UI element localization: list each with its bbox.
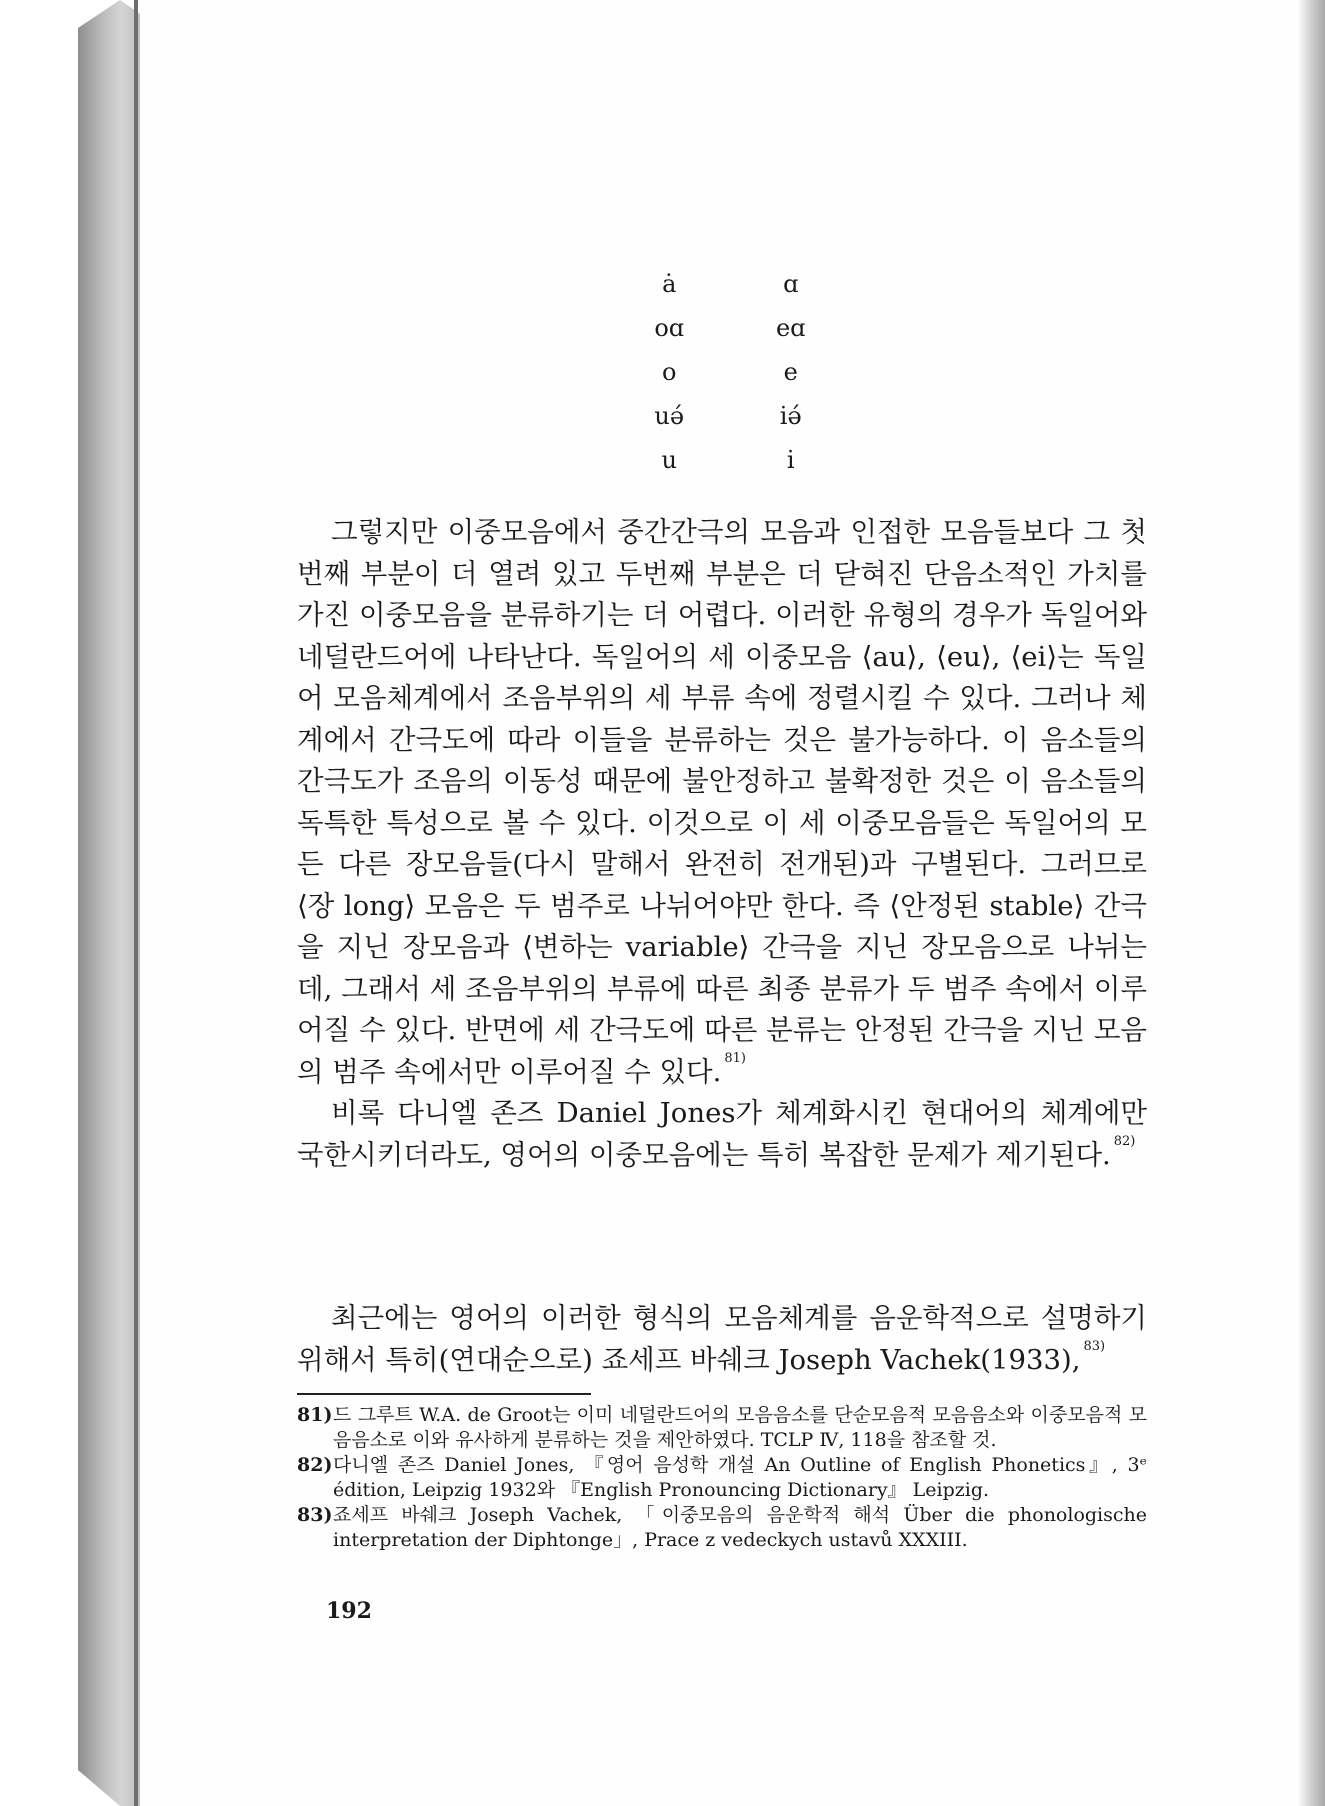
footnote-number: 81) <box>297 1404 333 1426</box>
vowel-left: ȧ <box>662 270 677 298</box>
footnote-number: 82) <box>297 1454 333 1476</box>
body-section-2 <box>297 1298 1147 1381</box>
vowel-row <box>640 350 820 394</box>
footnote-ref: 83) <box>1083 1338 1106 1354</box>
paragraph-1 <box>297 512 1147 1093</box>
vowel-right: i <box>786 446 795 474</box>
paragraph-3 <box>297 1298 1147 1381</box>
vowel-table <box>640 262 820 482</box>
vowel-right: iə́ <box>779 402 802 430</box>
footnote-ref: 82) <box>1113 1133 1136 1149</box>
footnote-text: 죠세프 바쉐크 Joseph Vachek, 「이중모음의 음운학적 해석 Über die phonologische interpretation der Diphtonge」, Prace z vedeckych ustavů XXXIII. <box>333 1504 1147 1551</box>
paragraph-text: 비록 다니엘 존즈 Daniel Jones가 체계화시킨 현대어의 체계에만 국한시키더라도, 영어의 이중모음에는 특히 복잡한 문제가 제기된다. <box>297 1097 1147 1171</box>
vowel-row <box>640 438 820 482</box>
footnote <box>297 1403 1147 1453</box>
paragraph-2 <box>297 1093 1147 1176</box>
footnote-text: 다니엘 존즈 Daniel Jones, 『영어 음성학 개설 An Outline of English Phonetics』, 3ᵉ édition, Leipzig 1932와 『English Pronouncing Dictionary』 Leipzig. <box>333 1454 1147 1501</box>
vowel-left: oɑ <box>654 314 685 342</box>
paragraph-text: 그렇지만 이중모음에서 중간간극의 모음과 인접한 모음들보다 그 첫번째 부분이 더 열려 있고 두번째 부분은 더 닫혀진 단음소적인 가치를 가진 이중모음을 분류하기는 더 어렵다. 이러한 유형의 경우가 독일어와 네덜란드어에 나타난다. 독일어의 세 이중모음 ⟨au⟩, ⟨eu⟩, ⟨ei⟩는 독일어 모음체계에서 조음부위의 세 부류 속에 정렬시킬 수 있다. 그러나 체계에서 간극도에 따라 이들을 분류하는 것은 불가능하다. 이 음소들의 간극도가 조음의 이동성 때문에 불안정하고 불확정한 것은 이 음소들의 독특한 특성으로 볼 수 있다. 이것으로 이 세 이중모음들은 독일어의 모든 다른 장모음들(다시 말해서 완전히 전개된)과 구별된다. 그러므로 ⟨장 long⟩ 모음은 두 범주로 나뉘어야만 한다. 즉 ⟨안정된 stable⟩ 간극을 지닌 장모음과 ⟨변하는 variable⟩ 간극을 지닌 장모음으로 나뉘는데, 그래서 세 조음부위의 부류에 따른 최종 분류가 두 범주 속에서 이루어질 수 있다. 반면에 세 간극도에 따른 분류는 안정된 간극을 지닌 모음의 범주 속에서만 이루어질 수 있다. <box>297 516 1147 1088</box>
body-section-1 <box>297 512 1147 1176</box>
vowel-right: e <box>783 358 798 386</box>
book-spine <box>78 0 140 1806</box>
vowel-row <box>640 262 820 306</box>
page-right-edge <box>1297 0 1325 1806</box>
spine-edge <box>134 0 138 1806</box>
vowel-left: o <box>662 358 677 386</box>
vowel-right: eɑ <box>775 314 806 342</box>
paragraph-text: 최근에는 영어의 이러한 형식의 모음체계를 음운학적으로 설명하기 위해서 특히(연대순으로) 죠세프 바쉐크 Joseph Vachek(1933), <box>297 1302 1147 1376</box>
vowel-row <box>640 306 820 350</box>
footnote-divider <box>297 1393 591 1395</box>
footnotes <box>297 1403 1147 1553</box>
footnote-ref: 81) <box>724 1050 746 1066</box>
vowel-row <box>640 394 820 438</box>
vowel-left: u <box>661 446 677 474</box>
footnote-text: 드 그루트 W.A. de Groot는 이미 네덜란드어의 모음음소를 단순모음적 모음음소와 이중모음적 모음음소로 이와 유사하게 분류하는 것을 제안하였다. TCLP Ⅳ, 118을 참조할 것. <box>333 1404 1147 1451</box>
footnote <box>297 1503 1147 1553</box>
vowel-left: uə́ <box>654 402 685 430</box>
page-number: 192 <box>326 1598 372 1624</box>
vowel-right: ɑ <box>783 270 799 298</box>
footnote <box>297 1453 1147 1503</box>
footnote-number: 83) <box>297 1504 333 1526</box>
